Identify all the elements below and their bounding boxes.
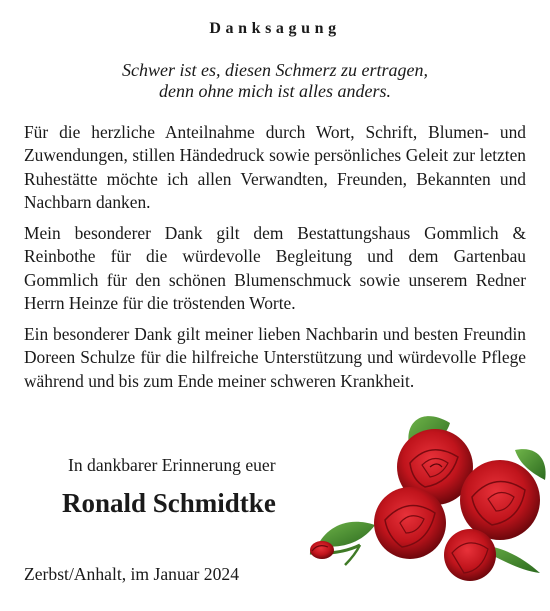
thanks-paragraph-2: Mein besonderer Dank gilt dem Bestattungshaus Gommlich & Reinbothe für die würdevolle Begleitung und dem Gartenbau Gommlich für den schönen Blumenschmuck sowie unserem Redner Herrn Heinze für die tröstenden Worte. [24,223,526,314]
signature-name: Ronald Schmidtke [62,488,276,518]
rose-bottom [444,529,496,581]
roses-illustration [300,405,550,590]
thanks-paragraph-3: Ein besonderer Dank gilt meiner lieben Nachbarin und besten Freundin Doreen Schulze für die hilfreiche Unterstützung und würdevolle Pflege während und bis zum Ende meiner schweren Krankheit. [24,324,526,391]
verse-line-1: Schwer ist es, diesen Schmerz zu ertragen, [122,60,428,80]
thanks-paragraph-1: Für die herzliche Anteilnahme durch Wort, Schrift, Blumen- und Zuwendungen, stillen Händedruck sowie persönliches Geleit zur letzten Ruhestätte möchte ich allen Verwandten, Freunden, Bekannten und Nachbarn danken. [24,122,526,213]
heading-title: Danksagung [209,20,341,37]
rose-left [374,487,446,559]
verse-quote [0,60,550,102]
place-and-date: Zerbst/Anhalt, im Januar 2024 [24,564,239,584]
verse-line-2: denn ohne mich ist alles anders. [159,81,391,101]
closing-line: In dankbarer Erinnerung euer [68,455,276,475]
